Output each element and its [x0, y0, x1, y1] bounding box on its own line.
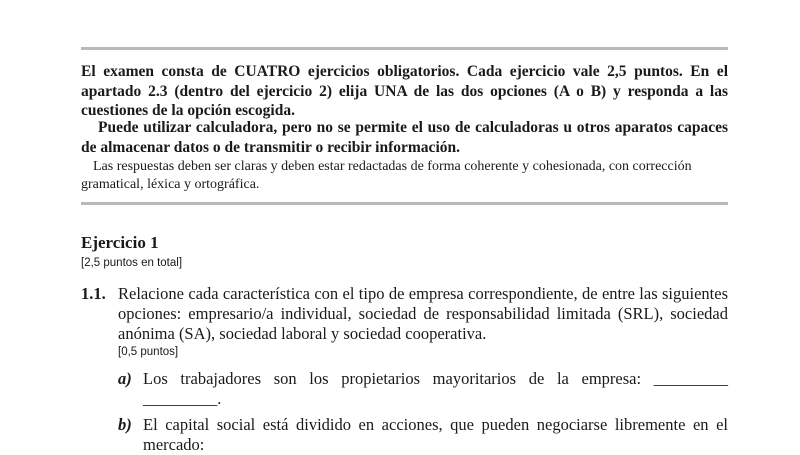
option-b-letter: b): [118, 415, 132, 434]
top-divider: [81, 47, 728, 50]
section-divider: [81, 202, 728, 205]
instructions-paragraph-3: Las respuestas deben ser claras y deben estar redactadas de forma coherente y cohesionada, con corrección gramatical, léxica y ortográfica.: [81, 159, 692, 192]
exercise-title: Ejercicio 1: [81, 233, 159, 252]
instructions-paragraph-1: El examen consta de CUATRO ejercicios obligatorios. Cada ejercicio vale 2,5 puntos. En el apartado 2.3 (dentro del ejercicio 2) elija UNA de las dos opciones (A o B) y responda a las cuestiones de la opción escogida.: [81, 63, 728, 119]
question-points: [0,5 puntos]: [118, 346, 179, 358]
exercise-points: [2,5 puntos en total]: [81, 257, 183, 269]
option-a-letter: a): [118, 369, 132, 388]
question-text: Relacione cada característica con el tipo de empresa correspondiente, de entre las siguientes opciones: empresario/a individual, sociedad de responsabilidad limitada (SRL), sociedad anónima (SA), sociedad laboral y sociedad cooperativa.: [118, 284, 728, 343]
option-a-text: Los trabajadores son los propietarios mayoritarios de la empresa: _________ _________.: [143, 369, 728, 408]
instructions-paragraph-2: Puede utilizar calculadora, pero no se permite el uso de calculadoras u otros aparatos capaces de almacenar datos o de transmitir o recibir información.: [81, 119, 728, 156]
option-b-text: El capital social está dividido en acciones, que pueden negociarse libremente en el mercado:: [143, 415, 728, 454]
question-number: 1.1.: [81, 284, 106, 303]
